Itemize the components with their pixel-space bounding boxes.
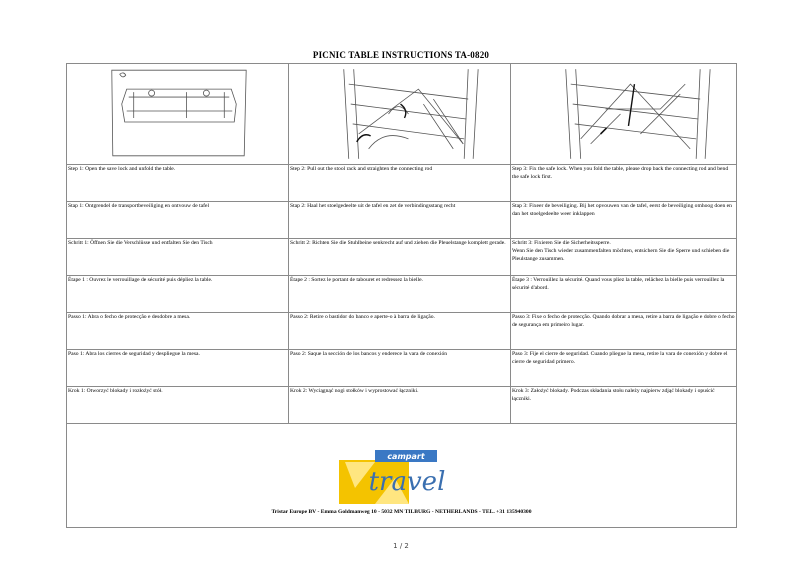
step1-text: Krok 1: Otworzyć blokady i rozłożyć stół. (67, 387, 289, 424)
folded-table-illustration (67, 64, 288, 164)
step1-text: Paso 1: Abra los cierres de seguridad y despliegue la mesa. (67, 350, 289, 387)
step3-text: Étape 3 : Verrouillez la sécurité. Quand vous pliez la table, relâchez la bielle puis verrouillez la sécurité d'abord. (511, 276, 737, 313)
step1-text: Stap 1: Ontgrendel de transportbeveiliging en ontvouw de tafel (67, 202, 289, 239)
step1-text: Schritt 1: Öffnen Sie die Verschlüsse und entfalten Sie den Tisch (67, 239, 289, 276)
step3-text: Stap 3: Fixeer de beveiliging. Bij het opvouwen van de tafel, eerst de beveiliging omhoog doen en dan het stoelgedeelte weer inklappen (511, 202, 737, 239)
step2-text: Étape 2 : Sortez le portant de tabouret et redressez la bielle. (289, 276, 511, 313)
footer-row (67, 424, 737, 528)
page-number: 1 / 2 (393, 542, 409, 550)
logo-bottom-text: travel (368, 467, 446, 497)
document-title: PICNIC TABLE INSTRUCTIONS TA-0820 (312, 50, 490, 60)
instruction-row-pl (67, 387, 737, 424)
step2-text: Schritt 2: Richten Sie die Stuhlbeine senkrecht auf und ziehen die Pleuelstange komplett gerade. (289, 239, 511, 276)
step2-text: Paso 2: Saque la sección de los bancos y enderece la vara de conexión (289, 350, 511, 387)
step2-text: Stap 2: Haal het stoelgedeelte uit de tafel en zet de verbindingsstang recht (289, 202, 511, 239)
step2-text: Step 2: Pull out the stool rack and straighten the connecting rod (289, 165, 511, 202)
step1-illustration-cell (67, 64, 289, 165)
step3-text: Krok 3: Założyć blokady. Podczas składania stołu należy najpierw zdjąć blokady i opuścić łączniki. (511, 387, 737, 424)
step3-text: Paso 3: Fije el cierre de seguridad. Cuando pliegue la mesa, retire la vara de conexión y dobre el cierre de seguridad primero. (511, 350, 737, 387)
footer-cell (67, 424, 737, 528)
instruction-row-de (67, 239, 737, 276)
company-address: Tristar Europe BV - Emma Goldmanweg 10 - 5032 MN TILBURG - NETHERLANDS - TEL. +31 135940300 (271, 509, 532, 515)
instruction-row-en (67, 165, 737, 202)
instruction-row-fr (67, 276, 737, 313)
logo-top-text: campart (387, 452, 425, 461)
campart-travel-logo (335, 448, 465, 506)
safe-lock-illustration (511, 64, 736, 164)
step3-text: Passo 3: Fixe o fecho de protecção. Quando dobrar a mesa, retire a barra de ligação e dobre o fecho de segurança em primeiro lugar. (511, 313, 737, 350)
illustration-row (67, 64, 737, 165)
instruction-row-pt (67, 313, 737, 350)
step2-text: Krok 2: Wyciągnąć nogi stołków i wyprostować łączniki. (289, 387, 511, 424)
step1-text: Passo 1: Abra o fecho de protecção e desdobre a mesa. (67, 313, 289, 350)
step3-text: Schritt 3: Fixieren Sie die Sicherheitssperre. Wenn Sie den Tisch wieder zusammenfalten möchten, entsichern Sie die Sperre und schieben die Pleulstange zusammen. (511, 239, 737, 276)
stool-rack-illustration (289, 64, 510, 164)
instruction-table (66, 63, 737, 528)
instruction-row-nl (67, 202, 737, 239)
step1-text: Step 1: Open the save lock and unfold the table. (67, 165, 289, 202)
step2-text: Passo 2: Retire o bastidor do banco e aperte-o à barra de ligação. (289, 313, 511, 350)
step1-text: Étape 1 : Ouvrez le verrouillage de sécurité puis dépliez la table. (67, 276, 289, 313)
step2-illustration-cell (289, 64, 511, 165)
instruction-row-es (67, 350, 737, 387)
step3-text: Step 3: Fix the safe lock. When you fold the table, please drop back the connecting rod and bend the safe lock first. (511, 165, 737, 202)
step3-illustration-cell (511, 64, 737, 165)
